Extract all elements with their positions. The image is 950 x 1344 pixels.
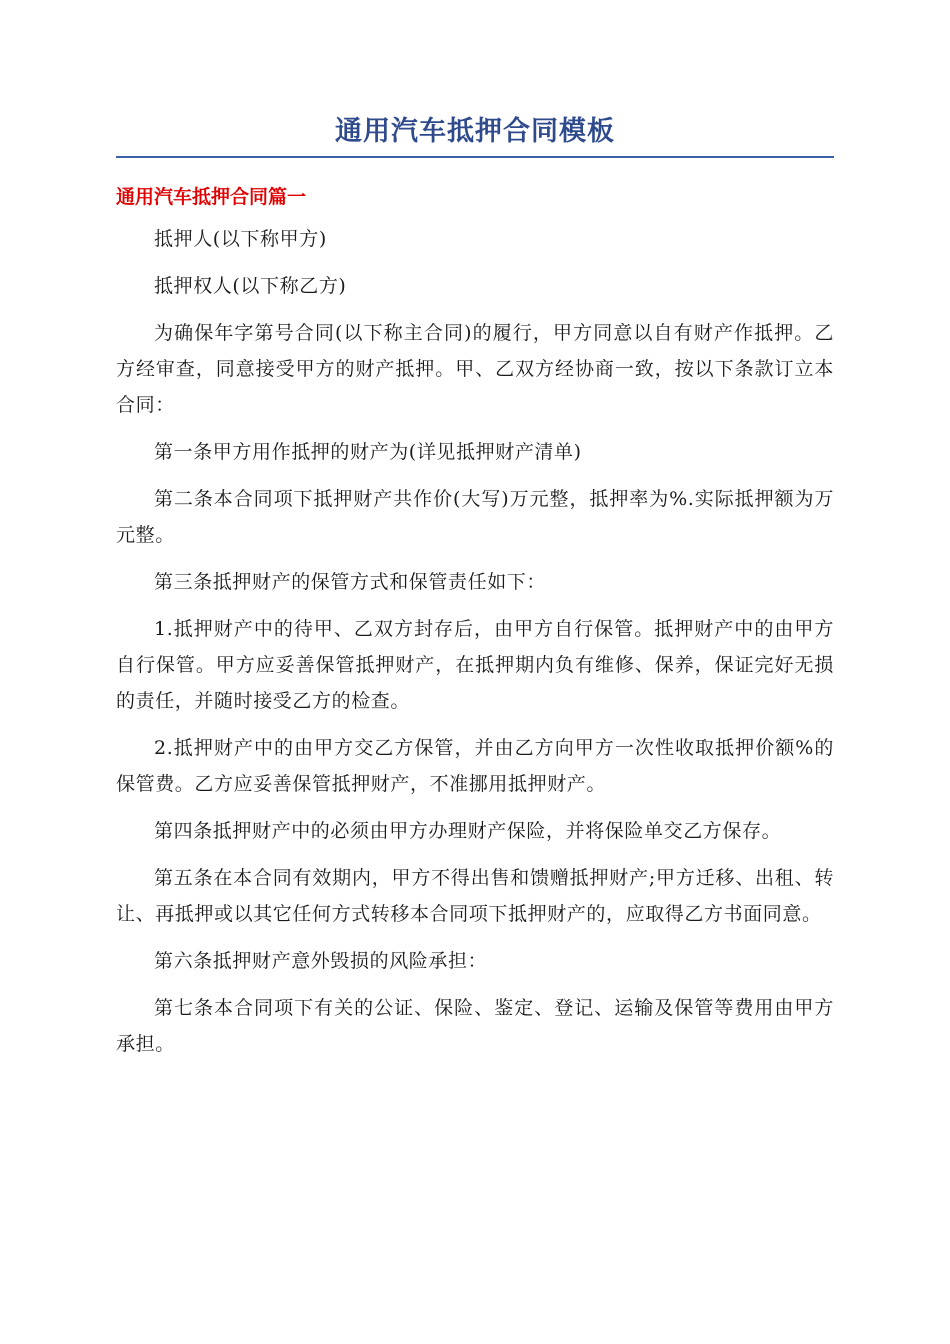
paragraph-article-5: 第五条在本合同有效期内，甲方不得出售和馈赠抵押财产;甲方迁移、出租、转让、再抵押或以其它任何方式转移本合同项下抵押财产的，应取得乙方书面同意。 [116, 867, 834, 925]
paragraph-article-4: 第四条抵押财产中的必须由甲方办理财产保险，并将保险单交乙方保存。 [154, 820, 782, 842]
paragraph-article-3: 第三条抵押财产的保管方式和保管责任如下： [154, 571, 547, 593]
section-heading: 通用汽车抵押合同篇一 [116, 186, 307, 208]
document-page [116, 112, 834, 1062]
paragraph-article-1: 第一条甲方用作抵押的财产为(详见抵押财产清单) [154, 441, 582, 463]
paragraph-mortgagor: 抵押人(以下称甲方) [154, 228, 327, 250]
paragraph-article-2: 第二条本合同项下抵押财产共作价(大写)万元整，抵押率为%.实际抵押额为万元整。 [116, 488, 834, 546]
document-title: 通用汽车抵押合同模板 [116, 112, 834, 158]
paragraph-article-7: 第七条本合同项下有关的公证、保险、鉴定、登记、运输及保管等费用由甲方承担。 [116, 997, 834, 1055]
paragraph-preamble: 为确保年字第号合同(以下称主合同)的履行，甲方同意以自有财产作抵押。乙方经审查，同意接受甲方的财产抵押。甲、乙双方经协商一致，按以下条款订立本合同： [116, 322, 834, 416]
paragraph-article-3-item-2: 2.抵押财产中的由甲方交乙方保管，并由乙方向甲方一次性收取抵押价额%的保管费。乙方应妥善保管抵押财产，不准挪用抵押财产。 [116, 737, 834, 795]
paragraph-mortgagee: 抵押权人(以下称乙方) [154, 275, 347, 297]
paragraph-article-6: 第六条抵押财产意外毁损的风险承担： [154, 950, 488, 972]
paragraph-article-3-item-1: 1.抵押财产中的待甲、乙双方封存后，由甲方自行保管。抵押财产中的由甲方自行保管。甲方应妥善保管抵押财产，在抵押期内负有维修、保养，保证完好无损的责任，并随时接受乙方的检查。 [116, 618, 834, 712]
